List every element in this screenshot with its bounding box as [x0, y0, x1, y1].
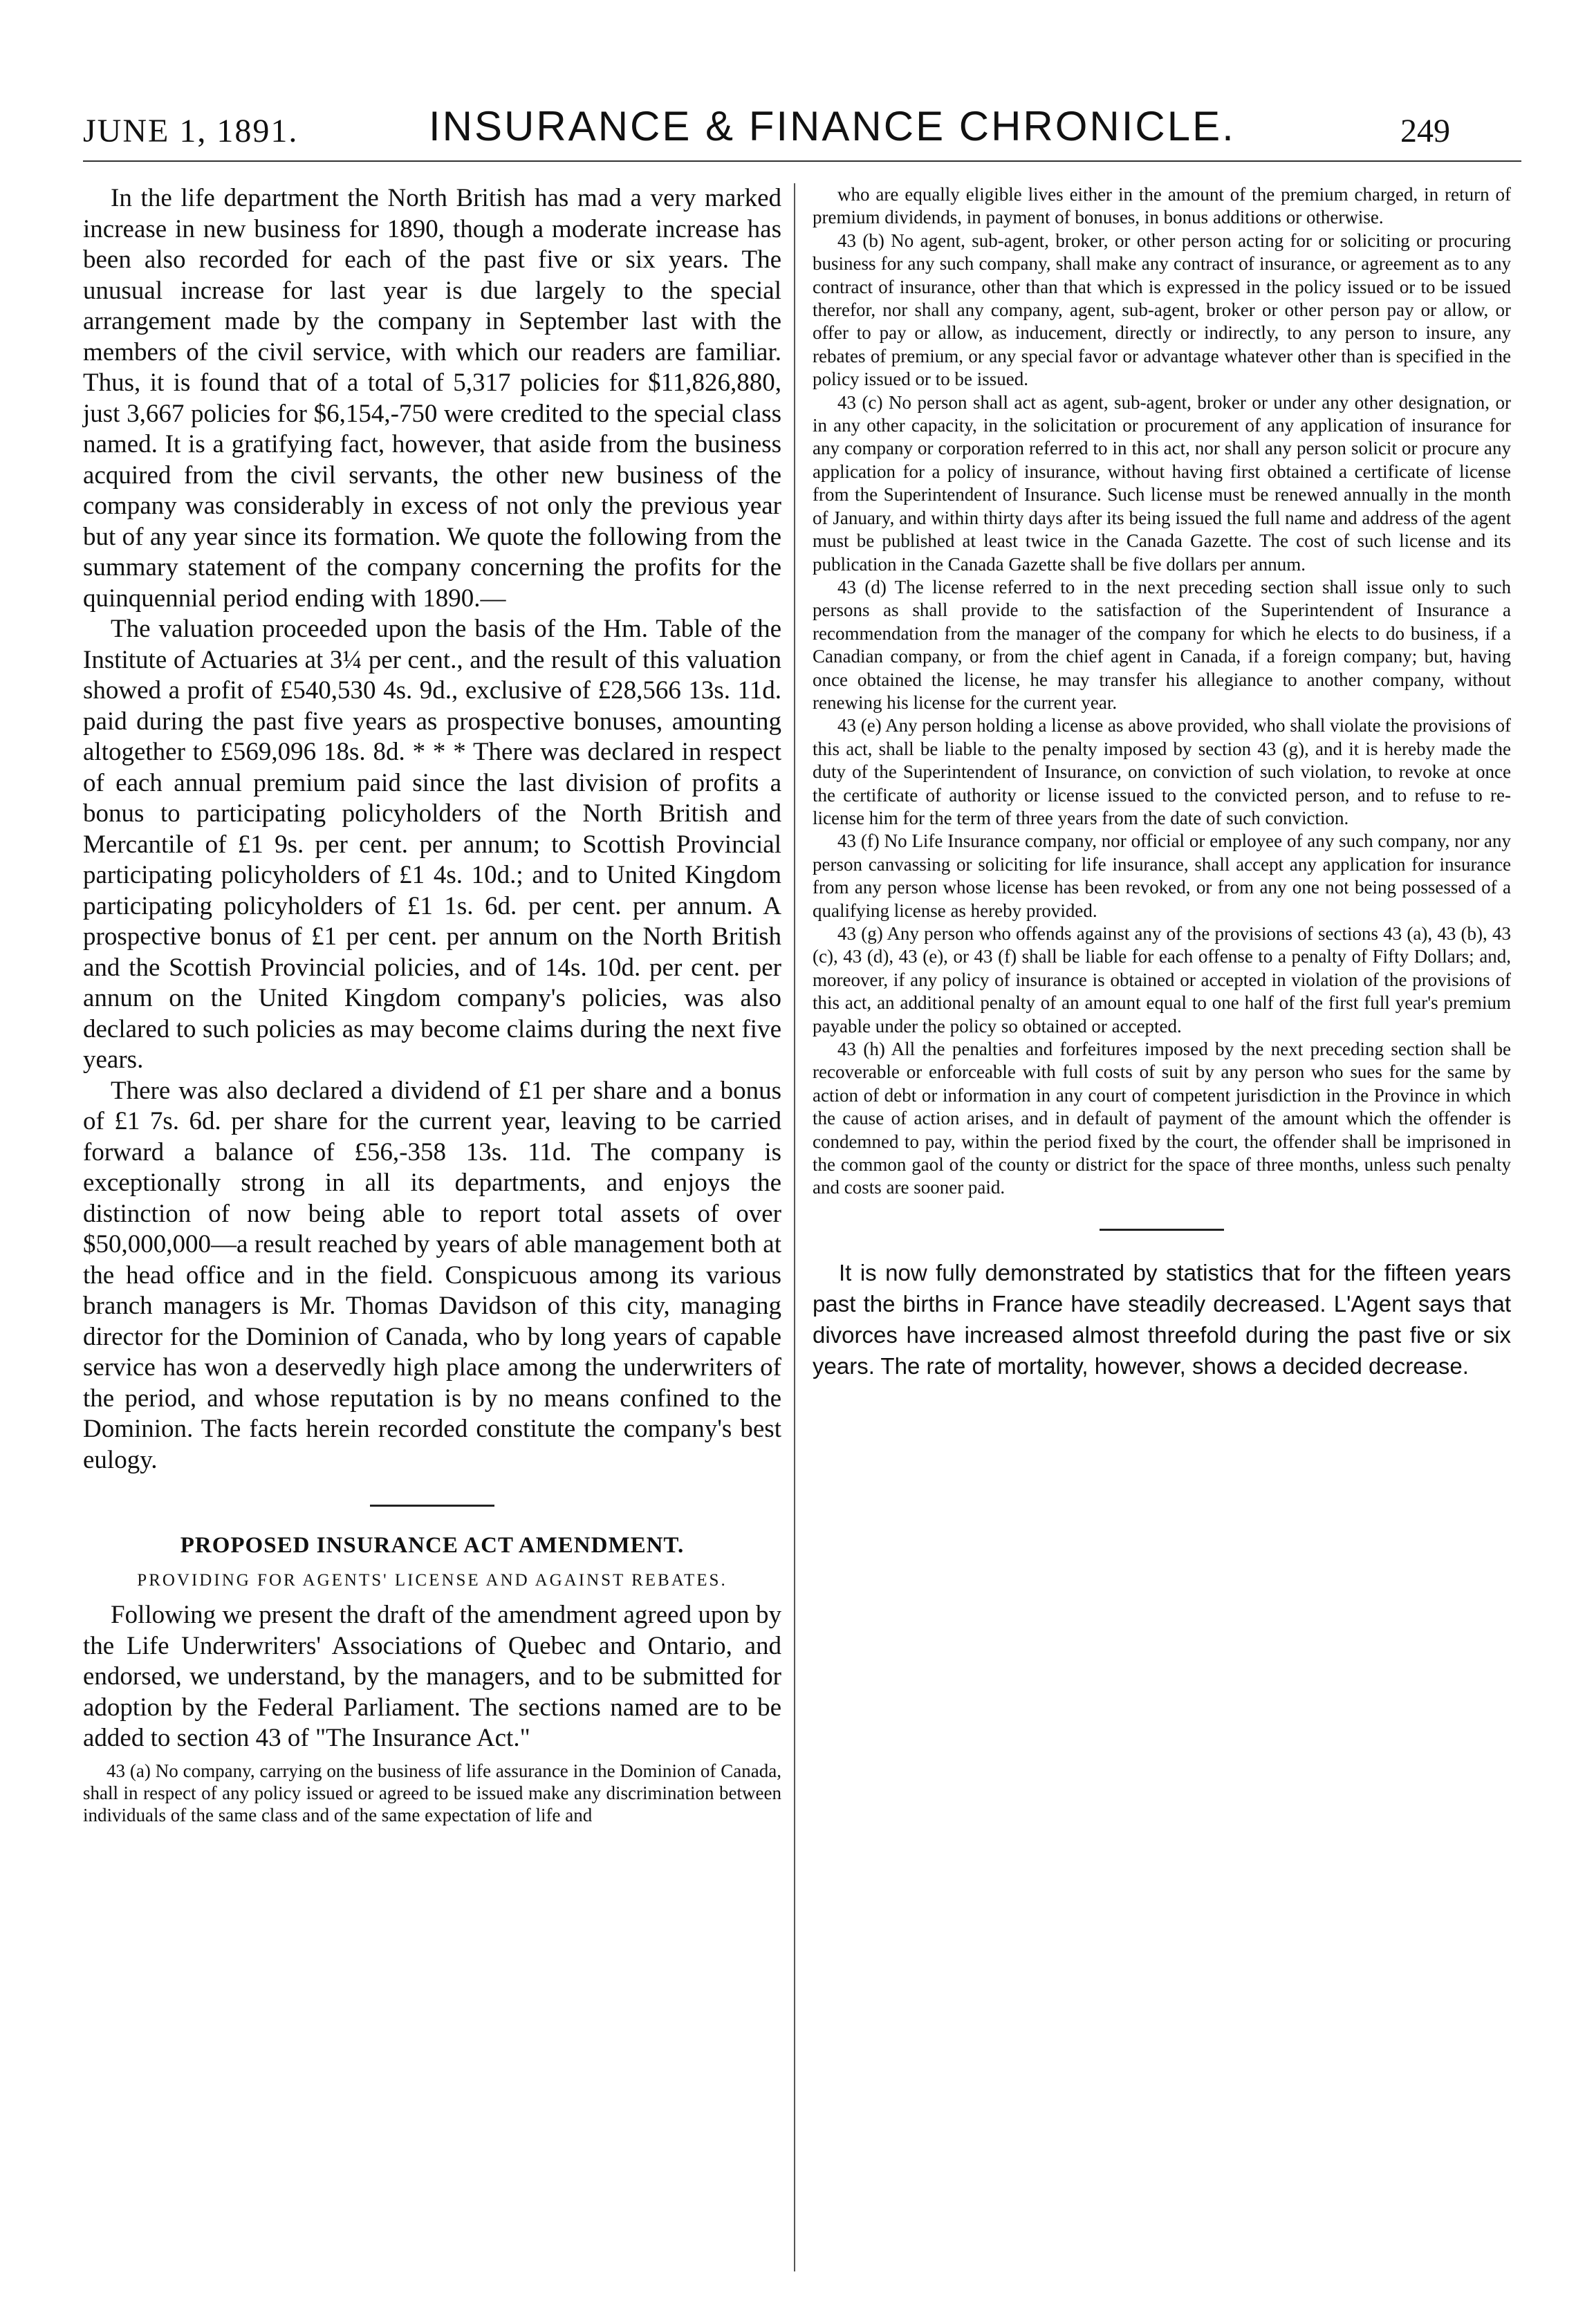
amendment-intro-paragraph: Following we present the draft of the amendment agreed upon by the Life Underwriters' Associations of Quebec and Ontario, and endorsed, we understand, by the managers, and to be submitted for adoption by the Federal Parliament. The sections named are to be added to section 43 of "The Insurance Act." — [83, 1601, 781, 1752]
right-column — [813, 183, 1511, 1382]
section-title: PROPOSED INSURANCE ACT AMENDMENT. — [180, 1533, 685, 1558]
section-43b-paragraph: 43 (b) No agent, sub-agent, broker, or other person acting for or soliciting or procuring business for any such company, shall make any contract of insurance, or agreement as to any contract of insurance, other than that which is expressed in the policy issued or to be issued therefor, nor shall any company, agent, sub-agent, broker or other person pay or allow, or offer to pay or allow, as inducement, directly or indirectly, to any person to insure, any rebates of premium, or any special favor or advantage whatever other than is specified in the policy issued or to be issued. — [813, 230, 1511, 390]
section-43d-paragraph: 43 (d) The license referred to in the next preceding section shall issue only to such persons as shall provide to the satisfaction of the Superintendent of Insurance a recommendation from the manager of the company for which he elects to do business, if a Canadian company, or from the chief agent in Canada, if a foreign company; but, having once obtained the license, he may transfer his allegiance to another company, without renewing his license for the current year. — [813, 576, 1511, 713]
publication-title: INSURANCE & FINANCE CHRONICLE. — [429, 103, 1236, 149]
issue-date: JUNE 1, 1891. — [83, 113, 299, 149]
section-subtitle: PROVIDING FOR AGENTS' LICENSE AND AGAINST REBATES. — [137, 1571, 727, 1590]
north-british-paragraph: In the life department the North British has mad a very marked increase in new business for 1890, though a moderate increase has been also recorded for each of the past five or six years. The unusual increase for last year is due largely to the special arrangement made by the company in September last with the members of the civil service, with which our readers are familiar. Thus, it is found that of a total of 5,317 policies for $11,826,880, just 3,667 policies for $6,154,-750 were credited to the special class named. It is a gratifying fact, however, that aside from the business acquired from the civil servants, the other new business of the company was considerably in excess of not only the previous year but of any year since its formation. We quote the following from the summary statement of the company concerning the profits for the quinquennial period ending with 1890.— — [83, 184, 781, 613]
france-statistics-paragraph: It is now fully demonstrated by statistics that for the fifteen years past the births in France have steadily decreased. L'Agent says that divorces have increased almost threefold during the past five or six years. The rate of mortality, however, shows a decided decrease. — [813, 1259, 1511, 1379]
valuation-paragraph: The valuation proceeded upon the basis of the Hm. Table of the Institute of Actuaries at 3¼ per cent., and the result of this valuation showed a profit of £540,530 4s. 9d., exclusive of £28,566 13s. 11d. paid during the past five years as prospective bonuses, amounting altogether to £569,096 18s. 8d. * * * There was declared in respect of each annual premium paid since the last division of profits a bonus to participating policyholders of the North British and Mercantile of £1 9s. per cent. per annum; to Scottish Provincial participating policyholders of £1 4s. 10d.; and to United Kingdom participating policyholders of £1 1s. 6d. per cent. per annum. A prospective bonus of £1 per cent. per annum on the North British and the Scottish Provincial policies, and of 14s. 10d. per cent. per annum on the United Kingdom company's policies, was also declared to such policies as may become claims during the next five years. — [83, 615, 781, 1074]
closing-divider — [1100, 1229, 1224, 1231]
section-43h-paragraph: 43 (h) All the penalties and forfeitures imposed by the next preceding section shall be recoverable or enforceable with full costs of suit by any person who sues for the same by action of debt or information in any court of competent jurisdiction in the Province in which the cause of action arises, and in default of payment of the amount which the offender is condemned to pay, within the period fixed by the court, the offender shall be imprisoned in the common gaol of the county or district for the space of three months, unless such penalty and costs are sooner paid. — [813, 1039, 1511, 1198]
dividend-paragraph: There was also declared a dividend of £1 per share and a bonus of £1 7s. 6d. per share for the current year, leaving to be carried forward a balance of £56,-358 13s. 11d. The company is exceptionally strong in all its departments, and enjoys the distinction of now being able to report total assets of over $50,000,000—a result reached by years of able management both at the head office and in the field. Conspicuous among its various branch managers is Mr. Thomas Davidson of this city, managing director for the Dominion of Canada, who by long years of capable service has won a deservedly high place among the underwriters of the period, and whose reputation is by no means confined to the Dominion. The facts herein recorded constitute the company's best eulogy. — [83, 1076, 781, 1474]
section-43g-paragraph: 43 (g) Any person who offends against any of the provisions of sections 43 (a), 43 (b), 43 (c), 43 (d), 43 (e), or 43 (f) shall be liable for each offense to a penalty of Fifty Dollars; and, moreover, if any policy of insurance is obtained or accepted in violation of the provisions of this act, an additional penalty of an amount equal to one half of the first full year's premium payable under the policy so obtained or accepted. — [813, 923, 1511, 1036]
page-header — [0, 97, 1576, 173]
column-divider — [794, 183, 795, 2271]
section-divider — [370, 1505, 494, 1507]
page-number: 249 — [1400, 113, 1450, 149]
spacer — [83, 1754, 781, 1760]
left-column — [83, 183, 781, 1826]
section-43f-paragraph: 43 (f) No Life Insurance company, nor official or employee of any such company, nor any person canvassing or soliciting for life insurance, shall accept any application for insurance from any person whose license has been revoked, or from any one not being possessed of a qualifying license as hereby provided. — [813, 830, 1511, 921]
section-43a-continued: who are equally eligible lives either in the amount of the premium charged, in return of premium dividends, in payment of bonuses, in bonus additions or otherwise. — [813, 184, 1511, 228]
header-rule — [83, 160, 1521, 162]
section-43a-paragraph: 43 (a) No company, carrying on the business of life assurance in the Dominion of Canada, shall in respect of any policy issued or agreed to be issued make any discrimination between individuals of the same class and of the same expectation of life and — [83, 1760, 781, 1825]
section-43e-paragraph: 43 (e) Any person holding a license as above provided, who shall violate the provisions of this act, shall be liable to the penalty imposed by section 43 (g), and it is hereby made the duty of the Superintendent of Insurance, on conviction of such violation, to revoke at once the certificate of authority or license issued to the convicted person, and to refuse to re-license him for the term of three years from the date of such conviction. — [813, 715, 1511, 828]
section-43c-paragraph: 43 (c) No person shall act as agent, sub-agent, broker or under any other designation, or in any other capacity, in the solicitation or procurement of any application of insurance for any company or corporation referred to in this act, nor shall any person solicit or procure any application for a policy of insurance, without having first obtained a certificate of license from the Superintendent of Insurance. Such license must be renewed annually in the month of January, and within thirty days after its being issued the full name and address of the agent must be published at least twice in the Canada Gazette. The cost of such license and its publication in the Canada Gazette shall be five dollars per annum. — [813, 391, 1511, 575]
